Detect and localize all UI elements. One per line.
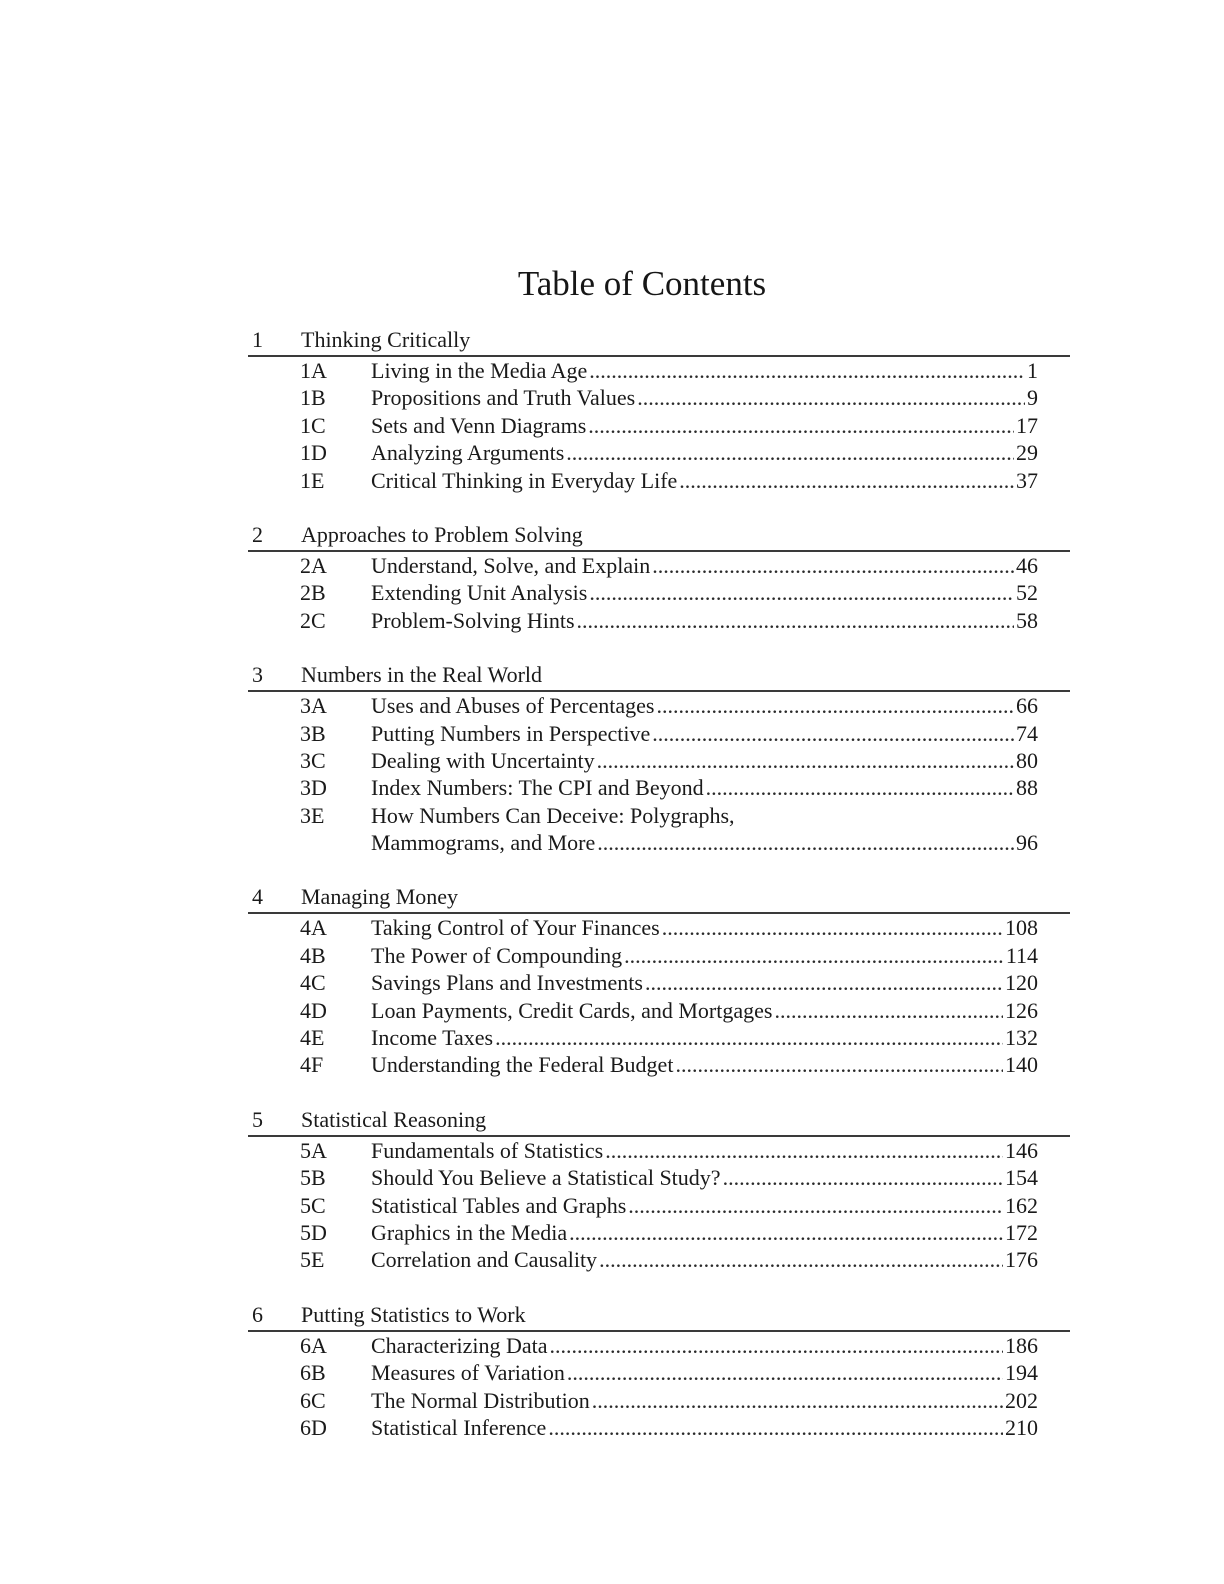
section-code: 5C bbox=[300, 1192, 326, 1218]
dot-leader bbox=[566, 439, 1014, 466]
dot-leader bbox=[550, 1332, 1003, 1359]
section-title: The Power of Compounding bbox=[371, 942, 623, 968]
section-title: Statistical Inference bbox=[371, 1414, 547, 1440]
page-number: 202 bbox=[1005, 1387, 1038, 1413]
toc-entry-5e[interactable] bbox=[248, 1246, 1070, 1273]
toc-entry-5c[interactable] bbox=[248, 1192, 1070, 1219]
chapter-header bbox=[248, 882, 1070, 914]
chapter-header bbox=[248, 325, 1070, 357]
section-title: Problem-Solving Hints bbox=[371, 607, 575, 633]
page-number: 74 bbox=[1016, 720, 1038, 746]
section-code: 4A bbox=[300, 915, 327, 941]
page-number: 172 bbox=[1005, 1220, 1038, 1245]
chapter-3 bbox=[248, 660, 1070, 856]
section-title: Putting Numbers in Perspective bbox=[371, 720, 651, 746]
section-code: 3C bbox=[300, 747, 326, 773]
section-code: 5B bbox=[300, 1165, 326, 1191]
chapter-title: Putting Statistics to Work bbox=[301, 1301, 526, 1327]
section-code: 1B bbox=[300, 385, 326, 411]
section-code: 6A bbox=[300, 1332, 327, 1358]
chapter-2 bbox=[248, 520, 1070, 634]
section-title: Savings Plans and Investments bbox=[371, 970, 643, 996]
chapter-title: Numbers in the Real World bbox=[301, 662, 543, 688]
section-title: Loan Payments, Credit Cards, and Mortgages bbox=[371, 997, 773, 1023]
dot-leader bbox=[592, 1387, 1003, 1414]
section-code: 4E bbox=[300, 1025, 325, 1051]
toc-entry-5d[interactable] bbox=[248, 1219, 1070, 1246]
section-code: 1C bbox=[300, 412, 326, 438]
dot-leader bbox=[589, 357, 1025, 384]
dot-leader bbox=[597, 829, 1014, 856]
section-code: 5E bbox=[300, 1247, 325, 1273]
page-number: 162 bbox=[1005, 1192, 1038, 1218]
dot-leader bbox=[628, 1192, 1003, 1219]
section-title: Income Taxes bbox=[371, 1025, 494, 1051]
section-title: Statistical Tables and Graphs bbox=[371, 1192, 627, 1218]
toc-entry-4c[interactable] bbox=[248, 969, 1070, 996]
page-number: 17 bbox=[1016, 412, 1038, 438]
section-title: Measures of Variation bbox=[371, 1360, 565, 1386]
page-number: 120 bbox=[1005, 970, 1038, 996]
section-code: 4B bbox=[300, 942, 326, 968]
dot-leader bbox=[605, 1137, 1003, 1164]
page-number: 37 bbox=[1016, 467, 1038, 493]
dot-leader bbox=[706, 774, 1014, 801]
toc-entry-3b[interactable] bbox=[248, 720, 1070, 747]
toc-entry-1e[interactable] bbox=[248, 467, 1070, 494]
page-number: 29 bbox=[1016, 440, 1038, 466]
page-title: Table of Contents bbox=[517, 264, 767, 303]
toc-entry-3c[interactable] bbox=[248, 747, 1070, 774]
section-title: Analyzing Arguments bbox=[371, 440, 565, 466]
dot-leader bbox=[577, 607, 1014, 634]
section-code: 2A bbox=[300, 552, 327, 578]
chapter-5 bbox=[248, 1105, 1070, 1274]
toc-entry-1c[interactable] bbox=[248, 412, 1070, 439]
chapter-title: Thinking Critically bbox=[301, 327, 471, 352]
page-number: 52 bbox=[1016, 580, 1038, 606]
section-code: 2B bbox=[300, 580, 326, 606]
chapter-6 bbox=[248, 1300, 1070, 1442]
section-code: 6B bbox=[300, 1360, 326, 1386]
dot-leader bbox=[567, 1359, 1003, 1386]
toc-entry-5a[interactable] bbox=[248, 1137, 1070, 1164]
toc-entry-2a[interactable] bbox=[248, 552, 1070, 579]
toc-entry-1b[interactable] bbox=[248, 384, 1070, 411]
section-code: 4F bbox=[300, 1052, 324, 1078]
dot-leader bbox=[548, 1414, 1003, 1441]
toc-entry-6a[interactable] bbox=[248, 1332, 1070, 1359]
chapter-title: Statistical Reasoning bbox=[301, 1106, 487, 1132]
dot-leader bbox=[597, 747, 1014, 774]
section-title: Propositions and Truth Values bbox=[371, 385, 636, 411]
section-code: 1E bbox=[300, 467, 325, 493]
dot-leader bbox=[774, 997, 1003, 1024]
section-code: 6D bbox=[300, 1414, 327, 1440]
toc-entry-4e[interactable] bbox=[248, 1024, 1070, 1051]
page-number: 88 bbox=[1016, 775, 1038, 801]
page-number: 114 bbox=[1005, 942, 1038, 968]
chapter-header bbox=[248, 520, 1070, 552]
toc-entry-4f[interactable] bbox=[248, 1051, 1070, 1078]
chapter-header bbox=[248, 1300, 1070, 1332]
toc-entry-6d[interactable] bbox=[248, 1414, 1070, 1441]
chapter-number: 6 bbox=[252, 1301, 263, 1327]
page-number: 1 bbox=[1027, 358, 1038, 383]
dot-leader bbox=[589, 579, 1014, 606]
section-code: 2C bbox=[300, 607, 326, 633]
section-title: Should You Believe a Statistical Study? bbox=[371, 1165, 721, 1191]
page-number: 176 bbox=[1005, 1247, 1038, 1273]
dot-leader bbox=[723, 1164, 1003, 1191]
section-title: Characterizing Data bbox=[371, 1332, 548, 1358]
toc-entry-3a[interactable] bbox=[248, 692, 1070, 719]
chapter-title: Managing Money bbox=[301, 884, 459, 910]
chapter-number: 1 bbox=[252, 327, 263, 352]
section-code: 4D bbox=[300, 997, 327, 1023]
chapter-1 bbox=[248, 325, 1070, 494]
toc-entry-4d[interactable] bbox=[248, 997, 1070, 1024]
toc-entry-6b[interactable] bbox=[248, 1359, 1070, 1386]
chapter-header bbox=[248, 1105, 1070, 1137]
chapter-number: 3 bbox=[252, 662, 263, 688]
dot-leader bbox=[588, 412, 1014, 439]
section-title: Mammograms, and More bbox=[371, 830, 596, 856]
toc-entry-4b[interactable] bbox=[248, 942, 1070, 969]
chapter-header bbox=[248, 660, 1070, 692]
page-number: 80 bbox=[1016, 747, 1038, 773]
toc-entry-1d[interactable] bbox=[248, 439, 1070, 466]
section-title: Taking Control of Your Finances bbox=[371, 915, 660, 941]
toc-entry-1a[interactable] bbox=[248, 357, 1070, 384]
section-code: 5A bbox=[300, 1137, 327, 1163]
chapter-number: 2 bbox=[252, 521, 263, 547]
toc-entry-2b[interactable] bbox=[248, 579, 1070, 606]
section-code: 4C bbox=[300, 970, 326, 996]
section-title: Extending Unit Analysis bbox=[371, 580, 588, 606]
section-code: 5D bbox=[300, 1220, 327, 1245]
page-number: 194 bbox=[1005, 1360, 1038, 1386]
page-number: 186 bbox=[1005, 1332, 1038, 1358]
chapter-number: 4 bbox=[252, 884, 263, 910]
chapter-title: Approaches to Problem Solving bbox=[301, 521, 583, 547]
section-title: Correlation and Causality bbox=[371, 1247, 598, 1273]
section-title: Sets and Venn Diagrams bbox=[371, 412, 587, 438]
section-title: The Normal Distribution bbox=[371, 1387, 590, 1413]
page-number: 126 bbox=[1005, 997, 1038, 1023]
dot-leader bbox=[637, 384, 1025, 411]
dot-leader bbox=[569, 1219, 1003, 1246]
page-number: 108 bbox=[1005, 915, 1038, 941]
dot-leader bbox=[652, 720, 1014, 747]
page-number: 154 bbox=[1005, 1165, 1038, 1191]
toc-entry-4a[interactable] bbox=[248, 914, 1070, 941]
section-title: Dealing with Uncertainty bbox=[371, 747, 595, 773]
page-number: 58 bbox=[1016, 607, 1038, 633]
dot-leader bbox=[652, 552, 1014, 579]
page-number: 66 bbox=[1016, 693, 1038, 719]
dot-leader bbox=[657, 692, 1015, 719]
section-title: Living in the Media Age bbox=[371, 358, 588, 383]
toc-entry-5b[interactable] bbox=[248, 1164, 1070, 1191]
page-number: 146 bbox=[1005, 1137, 1038, 1163]
section-title: Index Numbers: The CPI and Beyond bbox=[371, 775, 704, 801]
dot-leader bbox=[624, 942, 1004, 969]
section-title: Uses and Abuses of Percentages bbox=[371, 693, 655, 719]
section-code: 3A bbox=[300, 693, 327, 719]
page-number: 96 bbox=[1016, 830, 1038, 856]
page-number: 132 bbox=[1005, 1025, 1038, 1051]
section-title: Understand, Solve, and Explain bbox=[371, 552, 651, 578]
section-title: Critical Thinking in Everyday Life bbox=[371, 467, 678, 493]
section-code: 1A bbox=[300, 358, 327, 383]
page-number: 9 bbox=[1027, 385, 1038, 411]
chapter-4 bbox=[248, 882, 1070, 1078]
table-of-contents bbox=[248, 325, 1070, 1467]
dot-leader bbox=[679, 467, 1014, 494]
section-code: 3D bbox=[300, 775, 327, 801]
dot-leader bbox=[645, 969, 1003, 996]
section-code: 1D bbox=[300, 440, 327, 466]
page-number: 140 bbox=[1005, 1052, 1038, 1078]
section-code: 3B bbox=[300, 720, 326, 746]
section-title: Understanding the Federal Budget bbox=[371, 1052, 674, 1078]
dot-leader bbox=[599, 1246, 1003, 1273]
toc-entry-3e[interactable] bbox=[248, 802, 1070, 857]
dot-leader bbox=[662, 914, 1003, 941]
section-title-line-1: How Numbers Can Deceive: Polygraphs, bbox=[371, 802, 735, 828]
toc-entry-6c[interactable] bbox=[248, 1387, 1070, 1414]
chapter-number: 5 bbox=[252, 1106, 263, 1132]
section-title: Fundamentals of Statistics bbox=[371, 1137, 604, 1163]
toc-entry-3d[interactable] bbox=[248, 774, 1070, 801]
section-title: Graphics in the Media bbox=[371, 1220, 568, 1245]
page-number: 210 bbox=[1005, 1414, 1038, 1440]
section-code: 6C bbox=[300, 1387, 326, 1413]
section-code: 3E bbox=[300, 802, 325, 828]
dot-leader bbox=[675, 1051, 1003, 1078]
dot-leader bbox=[495, 1024, 1003, 1051]
toc-entry-2c[interactable] bbox=[248, 607, 1070, 634]
page-number: 46 bbox=[1016, 552, 1038, 578]
